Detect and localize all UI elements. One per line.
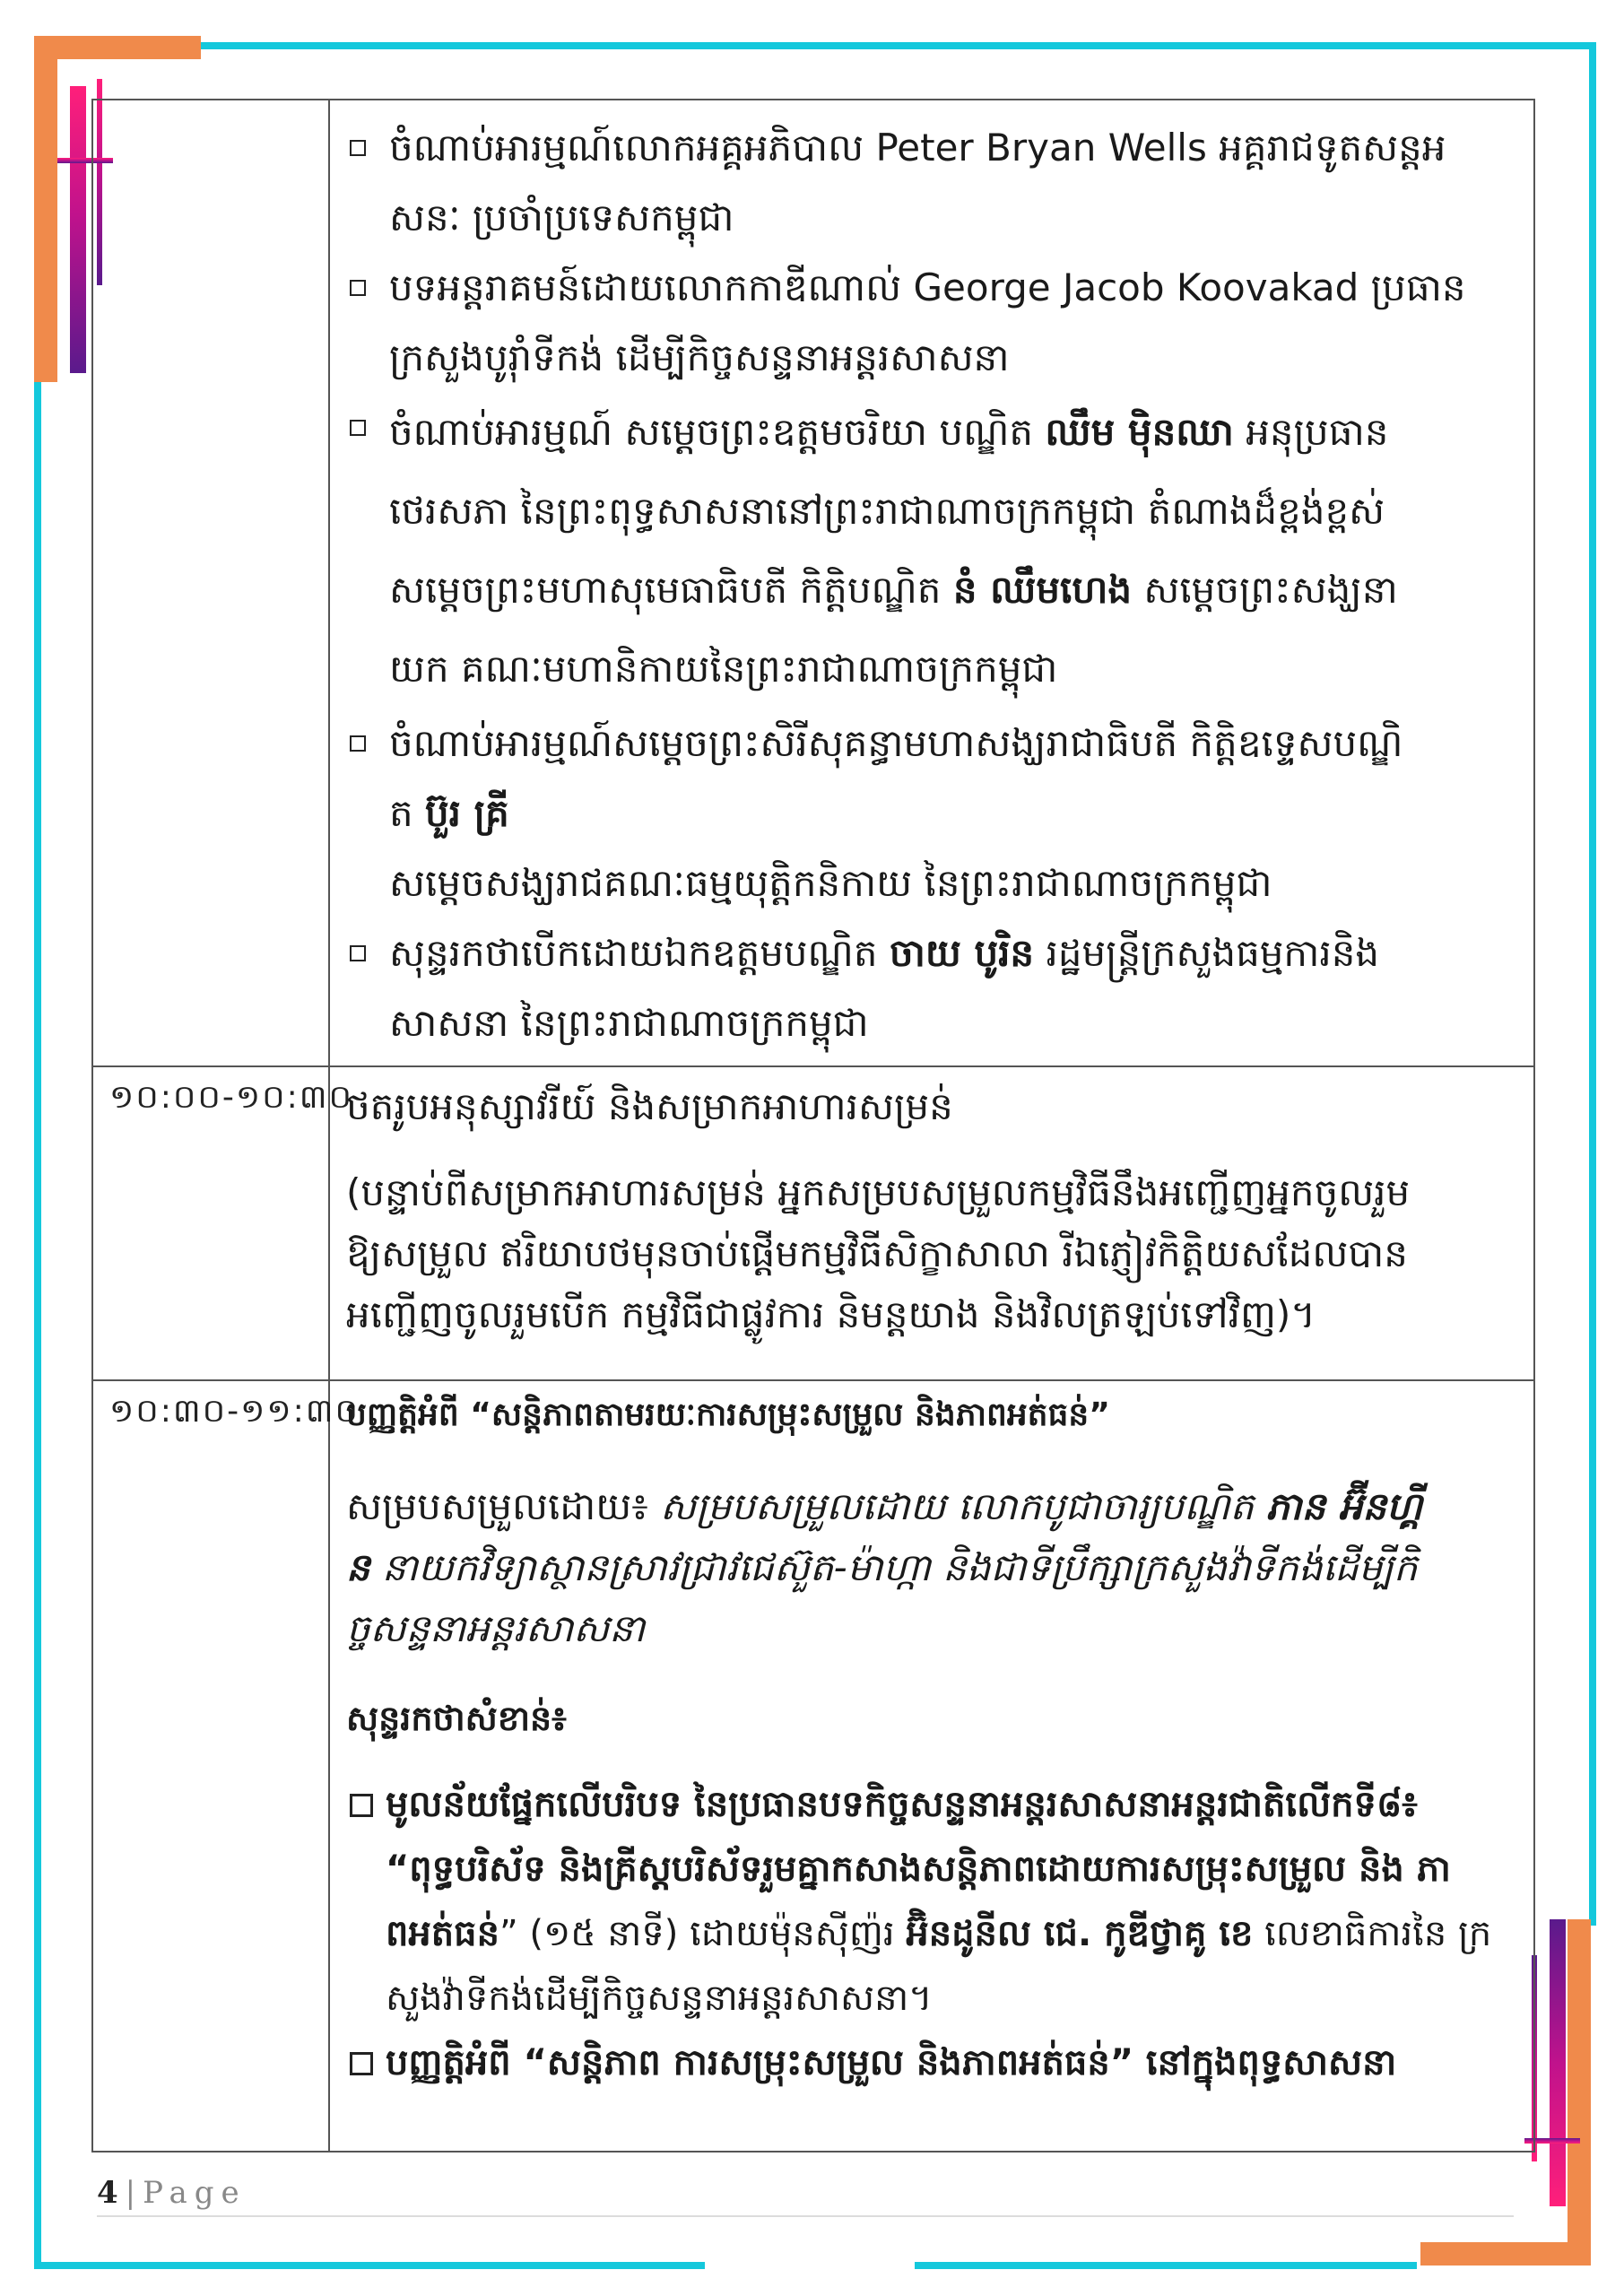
list-item: ចំណាប់អារម្មណ៍សម្តេចព្រះសិរីសុគន្ធាមហាសង្ឃរាជាធិបតី កិត្តិឧទ្ទេសបណ្ឌិ ត ប៊ួរ គ្រី សម្តេចសង្ឃរាជគណៈធម្មយុត្តិកនិកាយ នៃព្រះរាជាណាចក្រកម្ពុជា xyxy=(346,709,1517,918)
checkbox-bullet-icon xyxy=(350,2052,373,2075)
keynote-title: សុន្ទរកថាសំខាន់៖ xyxy=(346,1699,567,1738)
opening-speech-list xyxy=(346,113,1517,1058)
frame-right-border xyxy=(1589,42,1596,1926)
corner-accent-tl-bar xyxy=(70,86,86,373)
time-slot: ១០:៣០-១១:៣០ xyxy=(109,1393,360,1430)
time-cell xyxy=(92,100,329,1066)
checkbox-bullet-icon xyxy=(350,945,366,961)
keynote-list xyxy=(346,1772,1517,2095)
list-item: មូលន័យផ្នែកលើបរិបទ នៃប្រធានបទកិច្ចសន្ទនាអន្តរសាសនាអន្តរជាតិលើកទី៨៖ “ពុទ្ធបរិស័ទ និងគ្រីស្តបរិស័ទរួមគ្នាកសាងសន្តិភាពដោយការសម្រុះសម្រួល និង ភា ពអត់ធន់” (១៥ នាទី) ដោយម៉ុនស៊ីញ៉រ អ៊ិនដូនីល ជេ. កូឌីថ្វាគូ ខេ លេខាធិការនៃ ក្រ សួងវ៉ាទីកង់ដើម្បីកិច្ចសន្ទនាអន្តរសាសនា។ xyxy=(346,1772,1517,2031)
list-item: បញ្ញត្តិអំពី “សន្តិភាព ការសម្រុះសម្រួល និងភាពអត់ធន់” នៅក្នុងពុទ្ធសាសនា xyxy=(346,2031,1517,2095)
page-footer xyxy=(97,2175,247,2211)
agenda-row-opening xyxy=(92,100,1534,1066)
list-item: ចំណាប់អារម្មណ៍ សម្តេចព្រះឧត្តមចរិយា បណ្ឌិត ឈឹម ម៉ិនឈា អនុប្រធាន ថេរសភា នៃព្រះពុទ្ធសាសនានៅព្រះរាជាណាចក្រកម្ពុជា តំណាងដ៏ខ្ពង់ខ្ពស់ សម្តេចព្រះមហាសុមេធាធិបតី កិត្តិបណ្ឌិត នំ ឈឹមហេង សម្តេចព្រះសង្ឃនា យក គណៈមហានិកាយនៃព្រះរាជាណាចក្រកម្ពុជា xyxy=(346,393,1517,709)
checkbox-bullet-icon xyxy=(350,1794,373,1817)
list-item: សុន្ទរកថាបើកដោយឯកឧត្តមបណ្ឌិត ចាយ បូរិន រដ្ឋមន្ត្រីក្រសួងធម្មការនិង សាសនា នៃព្រះរាជាណាចក្រកម្ពុជា xyxy=(346,918,1517,1058)
list-item: បទអន្តរាគមន៍ដោយលោកកាឌីណាល់ George Jacob Koovakad ប្រធាន ក្រសួងបូរ៉ាំទីកង់ ដើម្បីកិច្ចសន្ទនាអន្តរសាសនា xyxy=(346,253,1517,393)
agenda-row-break xyxy=(92,1066,1534,1380)
checkbox-bullet-icon xyxy=(350,280,366,296)
page-number: 4 xyxy=(97,2175,118,2211)
frame-left-border xyxy=(34,377,41,2269)
page-label: Page xyxy=(143,2175,247,2211)
activity-cell xyxy=(329,100,1534,1066)
time-cell xyxy=(92,1380,360,2152)
time-cell xyxy=(92,1066,353,1380)
activity-cell xyxy=(329,1066,1534,1380)
frame-bottom-border-left xyxy=(34,2262,705,2269)
checkbox-bullet-icon xyxy=(350,140,366,156)
frame-top-border xyxy=(179,42,1596,49)
moderator-line: សម្របសម្រួលដោយ៖ សម្របសម្រួលដោយ លោកបូជាចារ្យបណ្ឌិត ភាន អ៊ីនហ្គី ន នាយកវិទ្យាស្ថានស្រាវជ្រាវជេស៊ួត-ម៉ាហ្កា និងជាទីប្រឹក្សាក្រសួងវ៉ាទីកង់ដើម្បីកិ ច្ចសន្ទនាអន្តរសាសនា xyxy=(346,1484,1423,1650)
activity-cell xyxy=(329,1380,1534,2152)
time-slot: ១០:០០-១០:៣០ xyxy=(109,1079,353,1116)
footer-divider xyxy=(97,2215,1514,2217)
list-item: ចំណាប់អារម្មណ៍លោកអគ្គអភិបាល Peter Bryan Wells អគ្គរាជទូតសន្តអ សនៈ ប្រចាំប្រទេសកម្ពុជា xyxy=(346,113,1517,253)
frame-bottom-border-right xyxy=(915,2262,1417,2269)
activity-note: (បន្ទាប់ពីសម្រាកអាហារសម្រន់ អ្នកសម្របសម្រួលកម្មវិធីនឹងអញ្ជើញអ្នកចូលរួម ឱ្យសម្រួល ឥរិយាបថមុនចាប់ផ្តើមកម្មវិធីសិក្ខាសាលា រីឯភ្ញៀវកិត្តិយសដែលបាន អញ្ជើញចូលរួមបើក កម្មវិធីជាផ្លូវការ និមន្តយាង និងវិលត្រឡប់ទៅវិញ)។ xyxy=(346,1170,1411,1336)
corner-accent-tl-h xyxy=(34,36,201,59)
panel-title: បញ្ញត្តិអំពី “សន្តិភាពតាមរយៈការសម្រុះសម្រួល និងភាពអត់ធន់” xyxy=(346,1396,1110,1433)
corner-accent-br-bar xyxy=(1550,1919,1566,2206)
activity-title: ថតរូបអនុស្សាវរីយ៍ និងសម្រាកអាហារសម្រន់ xyxy=(346,1084,953,1128)
checkbox-bullet-icon xyxy=(350,420,366,436)
page-separator: | xyxy=(125,2175,136,2211)
agenda-table xyxy=(91,99,1535,2152)
corner-accent-tl-v xyxy=(34,36,57,382)
agenda-row-panel xyxy=(92,1380,1534,2152)
corner-accent-br-v xyxy=(1568,1919,1591,2266)
checkbox-bullet-icon xyxy=(350,735,366,752)
corner-accent-br-h xyxy=(1420,2242,1591,2266)
